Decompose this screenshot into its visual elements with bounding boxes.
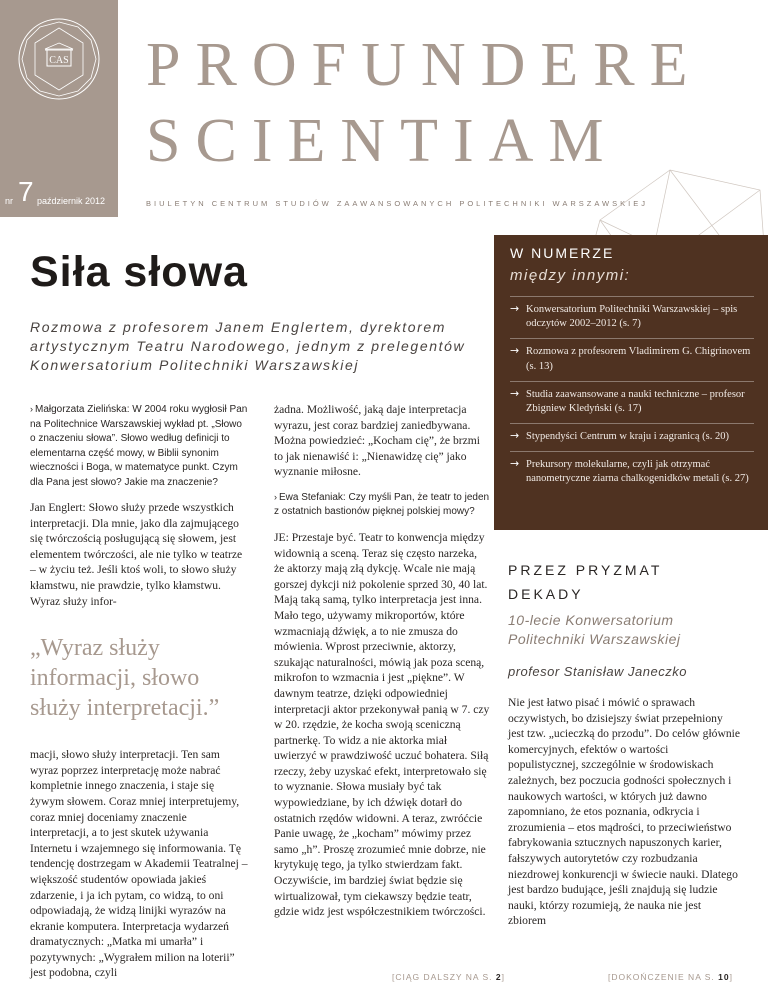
interview-answer-continued: macji, słowo służy interpretacji. Ten sam wyraz poprzez interpretację może nabrać kompletnie innego znaczenia, i staje się żywym słowem. Coraz mniej interpretujemy, coraz mniej doceniamy znaczenie interpretacji, a to jest skutek używania Internetu i wzajemnego się informowania. Tę tendencję dostrzegam w Akademii Teatralnej – większość studentów opowiada jakieś zdarzenie, i ja ich pytam, co widzą, to oni odpowiadają, że widzą linijki wyrazów na ekranie komputera. Interpretacja wydarzeń dramatycznych: „Matka mi umarła” i pozytywnych: „Wygrałem milion na loterii” jest podobna, czyli xyxy=(30,748,248,980)
masthead-title-line1: PROFUNDERE xyxy=(146,31,703,99)
article-column-2 xyxy=(274,402,490,920)
right-arrow-icon: → xyxy=(510,429,520,443)
article-lede: Rozmowa z profesorem Janem Englertem, dyrektorem artystycznym Teatru Narodowego, jednym z prelegentów Konwersatorium Politechniki Warszawskiej xyxy=(30,319,466,373)
masthead-subtitle: BIULETYN CENTRUM STUDIÓW ZAAWANSOWANYCH POLITECHNIKI WARSZAWSKIEJ xyxy=(146,199,648,208)
right-arrow-icon: → xyxy=(510,457,520,471)
article-headline: Siła słowa xyxy=(30,248,248,296)
continued-link[interactable]: [CIĄG DALSZY NA S. 2] xyxy=(392,972,505,982)
sidebar-subheading: między innymi: xyxy=(510,267,631,284)
sidebar-heading: W NUMERZE xyxy=(510,245,615,261)
question-marker-icon: › xyxy=(30,404,33,414)
sidebar-item[interactable] xyxy=(510,296,754,338)
sidebar-item-label: Studia zaawansowane a nauki techniczne – profesor Zbigniew Kledyński (s. 17) xyxy=(526,388,745,414)
sidebar-item-label: Rozmowa z profesorem Vladimirem G. Chigrinovem (s. 13) xyxy=(526,346,751,372)
article-column-1 xyxy=(30,402,248,981)
issue-number: 7 xyxy=(18,176,34,207)
sidebar-item-label: Prekursory molekularne, czyli jak otrzymać nanometryczne ziarna chalkogenidków metali (s. 27) xyxy=(526,459,749,485)
right-arrow-icon: → xyxy=(510,386,520,400)
masthead-title-line2: SCIENTIAM xyxy=(146,107,619,175)
sidebar-item-label: Konwersatorium Politechniki Warszawskiej – spis odczytów 2002–2012 (s. 7) xyxy=(526,304,738,330)
interview-question: › Małgorzata Zielińska: W 2004 roku wygłosił Pan na Politechnice Warszawskiej wykład pt. „Słowo o znaczeniu słowa”. Słowo według definicji to elementarna część mowy, w Biblii synonim wieczności i Boga, w matematyce punkt. Czym dla Pana jest słowo? Jakie ma znaczenie? xyxy=(30,404,248,488)
sidebar-item[interactable] xyxy=(510,338,754,380)
side-article-subtitle: 10-lecie Konwersatorium Politechniki Warszawskiej xyxy=(508,612,681,647)
interview-answer-continued: żadna. Możliwość, jaką daje interpretacja wyrazu, jest coraz bardziej zaniedbywana. Można powiedzieć: „Kocham cię”, że brzmi to jak nienawiść i: „Nienawidzę cię” jako wyznanie miłosne. xyxy=(274,403,481,479)
sidebar-item-label: Stypendyści Centrum w kraju i zagranicą (s. 20) xyxy=(526,431,729,443)
side-article-author: profesor Stanisław Janeczko xyxy=(508,664,687,679)
interview-answer: JE: Przestaje być. Teatr to konwencja między widownią a sceną. Teraz się często narzeka, że aktorzy mają złą dykcję. Wcale nie mają gorszej dykcji niż pokolenie sprzed 30, 40 lat. Mają taką samą, tylko interpretacja jest inna. Mało tego, używamy mikroportów, które wzmacniają dźwięk, a to nie zmusza do mówienia. Wprost przeciwnie, aktorzy, szukając naturalności, mówią jak poza sceną, mikrofon to wzmacnia i jest „piękne”. W dawnym teatrze, dzięki odpowiedniej interpretacji aktor przekonywał panią w 7. czy w 20. rzędzie, że kocha swoją sceniczną partnerkę. To widz a nie aktorka miał uwierzyć w prawdziwość uczuć bohatera. Siłą rzeczy, żeby uzyskać efekt, interpretowało się to wyznanie. Słowa musiały być tak wypowiedziane, by ich dźwięk dotarł do ostatnich rzędów widowni. A teraz, zwróćcie Panie uwagę, że „kocham” mówimy przez samo „h”. Proszę zrozumieć mnie dobrze, nie krytykuję tego, ja tylko stwierdzam fakt. Oczywiście, im bardziej świat będzie się wirtualizował, tym ciekawszy będzie teatr, gdzie widz jest współczestnikiem twórczości. xyxy=(274,530,490,919)
pull-quote: „Wyraz służy informacji, słowo służy interpretacji.” xyxy=(30,635,220,722)
sidebar-item[interactable] xyxy=(510,451,754,493)
sidebar-item[interactable] xyxy=(510,423,754,451)
right-arrow-icon: → xyxy=(510,302,520,315)
masthead-logo-block xyxy=(0,0,118,217)
in-this-issue-sidebar xyxy=(494,235,768,530)
right-arrow-icon: → xyxy=(510,344,520,358)
cas-emblem-icon xyxy=(16,16,102,102)
interview-question: › Ewa Stefaniak: Czy myśli Pan, że teatr to jeden z ostatnich bastionów pięknej polskiej mowy? xyxy=(274,491,490,518)
interview-answer: Jan Englert: Słowo służy przede wszystkich interpretacji. Dla mnie, jako dla zajmującego się twórczością posługującą się słowem, jest elementem twórczości, ale nie tylko w teatrze – w życiu też. Jeśli ktoś woli, to słowo służy kłamstwu, nie prawdzie, tylko kłamstwu. Wyraz służy infor- xyxy=(30,501,243,608)
side-article-body: Nie jest łatwo pisać i mówić o sprawach oczywistych, bo dzisiejszy świat przepełniony jest tzw. „ucieczką do przodu”. Do celów głównie komercyjnych, efektów o wartości populistycznej, szczególnie w środowiskach zależnych, bez poczucia godności społecznych i naukowych wartości, w których już dawno zapomniano, że etos poznania, odkrycia i zrozumienia – etos mądrości, to przeciwieństwo fabrykowania sztucznych napuszonych karier, fałszywych autorytetów czy rozbudzania niezdrowej konkurencji w świecie nauki. Dlatego jest bardzo budujące, jeśli znajdują się ludzie nauki, którzy rozumieją, że nauka nie jest zbiorem xyxy=(508,696,740,928)
svg-text:CAS: CAS xyxy=(49,55,69,66)
continued-link[interactable]: [DOKOŃCZENIE NA S. 10] xyxy=(608,972,733,982)
side-article-heading: PRZEZ PRYZMAT DEKADY xyxy=(508,562,663,602)
sidebar-list xyxy=(510,296,754,494)
question-marker-icon: › xyxy=(274,491,277,502)
issue-prefix: nr xyxy=(5,196,14,206)
issue-date: październik 2012 xyxy=(37,196,106,206)
sidebar-item[interactable] xyxy=(510,381,754,423)
